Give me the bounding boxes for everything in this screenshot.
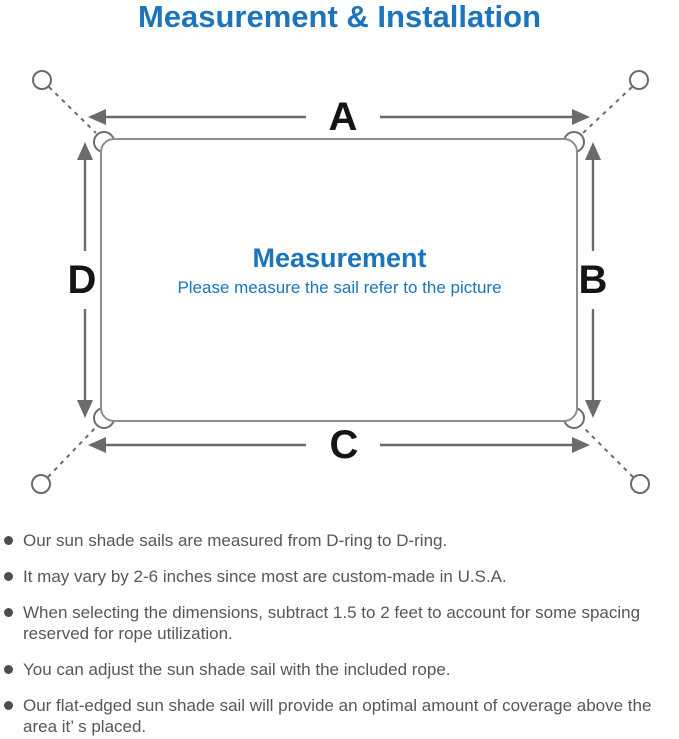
dimension-label-d: D <box>67 258 97 302</box>
diagram-title: Measurement <box>252 243 427 273</box>
arrow-a-left-head-icon <box>88 109 106 125</box>
notes-list <box>0 530 679 739</box>
arrow-d-top-head-icon <box>77 142 93 160</box>
arrow-a-right-head-icon <box>572 109 590 125</box>
dimension-label-b: B <box>578 258 608 302</box>
rope-line-top-right <box>583 87 632 133</box>
note-item <box>0 695 657 737</box>
note-text: You can adjust the sun shade sail with the included rope. <box>23 660 451 679</box>
diagram-subtitle: Please measure the sail refer to the picture <box>177 278 502 297</box>
dimension-label-a: A <box>328 95 358 139</box>
dimension-label-c: C <box>329 423 359 467</box>
bullet-icon <box>4 572 13 581</box>
note-text: Our flat-edged sun shade sail will provide an optimal amount of coverage above the area it’ s placed. <box>23 696 652 736</box>
note-text: It may vary by 2-6 inches since most are custom-made in U.S.A. <box>23 567 507 586</box>
note-item <box>0 566 657 587</box>
note-item <box>0 530 657 551</box>
anchor-point-icon-bottom-left <box>32 475 50 493</box>
rope-line-top-left <box>49 87 96 133</box>
rope-line-bottom-left <box>48 427 96 477</box>
arrow-b-top-head-icon <box>585 142 601 160</box>
page-title: Measurement & Installation <box>137 0 542 34</box>
note-item <box>0 659 657 680</box>
note-item <box>0 602 657 644</box>
arrow-d-bottom-head-icon <box>77 400 93 418</box>
note-text: Our sun shade sails are measured from D-ring to D-ring. <box>23 531 448 550</box>
arrow-b-bottom-head-icon <box>585 400 601 418</box>
anchor-point-icon-bottom-right <box>631 475 649 493</box>
bullet-icon <box>4 701 13 710</box>
rope-line-bottom-right <box>583 427 633 477</box>
bullet-icon <box>4 536 13 545</box>
bullet-icon <box>4 608 13 617</box>
arrow-c-right-head-icon <box>572 437 590 453</box>
bullet-icon <box>4 665 13 674</box>
sail-outline <box>101 139 577 421</box>
arrow-c-left-head-icon <box>88 437 106 453</box>
note-text: When selecting the dimensions, subtract 1.5 to 2 feet to account for some spacing reserved for rope utilization. <box>23 603 641 643</box>
anchor-point-icon-top-right <box>630 71 648 89</box>
anchor-point-icon-top-left <box>33 71 51 89</box>
